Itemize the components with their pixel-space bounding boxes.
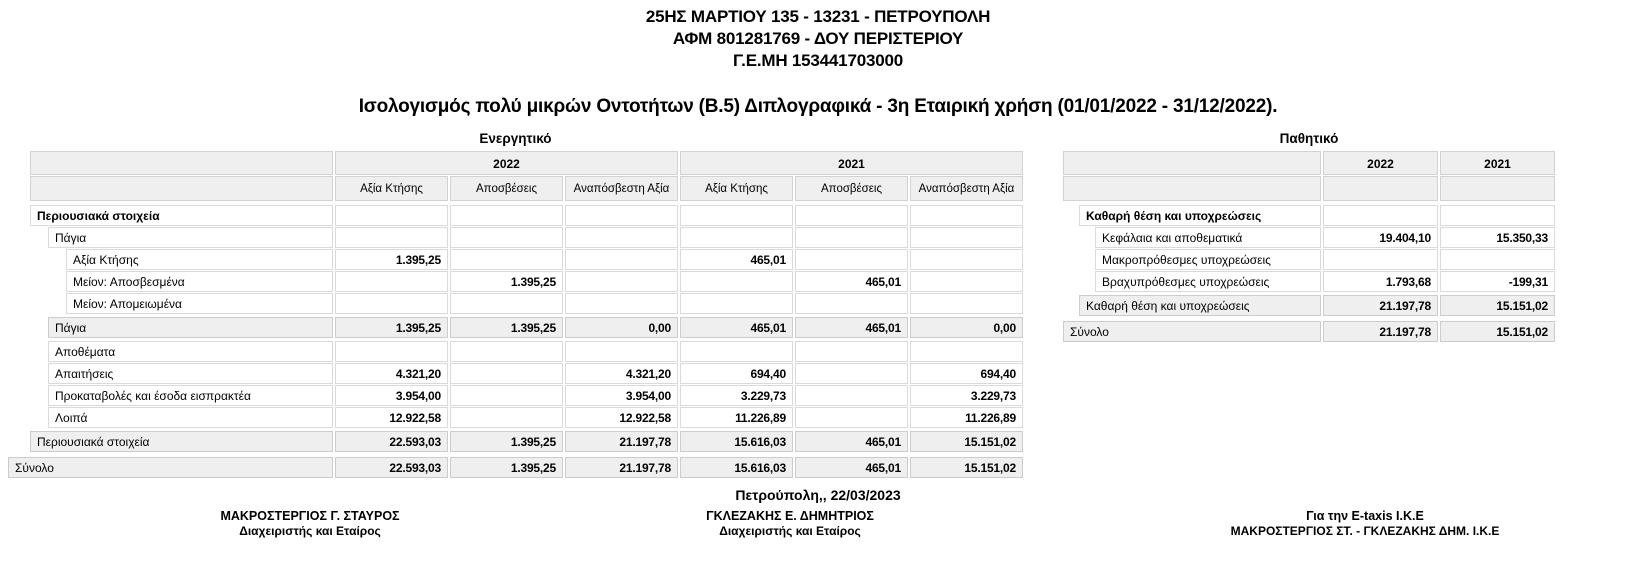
- row-value: 3.954,00: [565, 385, 678, 406]
- assets-column-header-row: [30, 176, 1023, 201]
- assets-col-depr-2022: Αποσβέσεις: [450, 176, 563, 201]
- row-value: [795, 205, 908, 226]
- row-value: 1.395,25: [450, 317, 563, 338]
- signatory-role: Διαχειριστής και Εταίρος: [239, 524, 381, 538]
- row-value: 12.922,58: [335, 407, 448, 428]
- row-label: Αξία Κτήσης: [66, 249, 333, 270]
- row-label: Καθαρή θέση και υποχρεώσεις: [1079, 205, 1321, 226]
- row-value: [565, 341, 678, 362]
- row-value: 465,01: [680, 249, 793, 270]
- row-value: [795, 385, 908, 406]
- row-label: Σύνολο: [8, 457, 333, 478]
- row-value: [450, 385, 563, 406]
- row-value: [450, 227, 563, 248]
- row-label: Περιουσιακά στοιχεία: [30, 205, 333, 226]
- row-label: Πάγια: [48, 317, 333, 338]
- row-label: Μακροπρόθεσμες υποχρεώσεις: [1095, 249, 1321, 270]
- row-value: [680, 341, 793, 362]
- row-value: 22.593,03: [335, 431, 448, 452]
- row-value: 3.229,73: [680, 385, 793, 406]
- table-row: [66, 271, 1023, 292]
- assets-col-depr-2021: Αποσβέσεις: [795, 176, 908, 201]
- signatory-name: Για την E-taxis Ι.Κ.Ε: [1306, 509, 1424, 523]
- row-value: [335, 341, 448, 362]
- row-value: [450, 205, 563, 226]
- assets-col-net-2021: Αναπόσβεστη Αξία: [910, 176, 1023, 201]
- row-value: [450, 249, 563, 270]
- liabilities-year-2022: 2022: [1323, 151, 1438, 175]
- row-value: [795, 293, 908, 314]
- signatory-name: ΓΚΛΕΖΑΚΗΣ Ε. ΔΗΜΗΤΡΙΟΣ: [706, 509, 874, 523]
- row-value: [335, 293, 448, 314]
- liabilities-year-header-row: [1063, 151, 1555, 175]
- row-value: [795, 227, 908, 248]
- row-value: 0,00: [910, 317, 1023, 338]
- row-value: [450, 293, 563, 314]
- row-value: [680, 271, 793, 292]
- row-value: 15.151,02: [910, 457, 1023, 478]
- assets-year-2021: 2021: [680, 151, 1023, 175]
- row-value: [795, 249, 908, 270]
- assets-table: [8, 131, 1023, 481]
- assets-col-acq-2021: Αξία Κτήσης: [680, 176, 793, 201]
- row-value: [1323, 205, 1438, 226]
- assets-year-2022: 2022: [335, 151, 678, 175]
- row-value: [795, 407, 908, 428]
- row-value: [910, 249, 1023, 270]
- liabilities-empty-header-cell: [1440, 176, 1555, 201]
- row-value: [565, 227, 678, 248]
- row-value: 465,01: [795, 271, 908, 292]
- row-label: Πάγια: [48, 227, 333, 248]
- row-label: Λοιπά: [48, 407, 333, 428]
- row-value: 3.229,73: [910, 385, 1023, 406]
- table-row: [1095, 271, 1555, 292]
- signature-block-right: [1105, 508, 1625, 539]
- row-value: [565, 271, 678, 292]
- table-row: [30, 205, 1023, 226]
- row-value: 15.151,02: [910, 431, 1023, 452]
- page-title: Ισολογισμός πολύ μικρών Οντοτήτων (Β.5) Διπλογραφικά - 3η Εταιρική χρήση (01/01/2022 - 31/12/2022).: [358, 96, 1278, 117]
- table-row: [1063, 321, 1555, 342]
- table-row: [66, 249, 1023, 270]
- table-row: [30, 431, 1023, 452]
- row-value: [450, 407, 563, 428]
- row-value: [450, 341, 563, 362]
- row-value: [1440, 205, 1555, 226]
- row-value: 1.395,25: [450, 457, 563, 478]
- row-value: 21.197,78: [565, 457, 678, 478]
- table-row: [48, 385, 1023, 406]
- table-row: [48, 341, 1023, 362]
- row-value: 1.395,25: [335, 249, 448, 270]
- row-value: 22.593,03: [335, 457, 448, 478]
- row-value: 21.197,78: [1323, 321, 1438, 342]
- row-label: Βραχυπρόθεσμες υποχρεώσεις: [1095, 271, 1321, 292]
- row-value: [910, 293, 1023, 314]
- liabilities-year-2021: 2021: [1440, 151, 1555, 175]
- table-row: [48, 317, 1023, 338]
- row-value: 15.350,33: [1440, 227, 1555, 248]
- row-value: -199,31: [1440, 271, 1555, 292]
- tables-area: [0, 131, 1636, 481]
- company-vat-line: ΑΦΜ 801281769 - ΔΟΥ ΠΕΡΙΣΤΕΡΙΟΥ: [672, 29, 964, 48]
- row-value: 15.616,03: [680, 431, 793, 452]
- row-value: 15.151,02: [1440, 321, 1555, 342]
- table-row: [1095, 249, 1555, 270]
- row-value: [335, 271, 448, 292]
- row-value: 11.226,89: [680, 407, 793, 428]
- table-row: [48, 363, 1023, 384]
- row-value: [680, 227, 793, 248]
- row-label: Προκαταβολές και έσοδα εισπρακτέα: [48, 385, 333, 406]
- row-value: 15.616,03: [680, 457, 793, 478]
- row-value: [910, 341, 1023, 362]
- row-label: Σύνολο: [1063, 321, 1321, 342]
- row-value: [565, 205, 678, 226]
- company-address: 25ΗΣ ΜΑΡΤΙΟΥ 135 - 13231 - ΠΕΤΡΟΥΠΟΛΗ: [645, 7, 991, 26]
- table-row: [48, 227, 1023, 248]
- row-label: Περιουσιακά στοιχεία: [30, 431, 333, 452]
- row-value: 0,00: [565, 317, 678, 338]
- row-value: 694,40: [910, 363, 1023, 384]
- row-value: [1323, 249, 1438, 270]
- liabilities-empty-header-row: [1063, 176, 1555, 201]
- row-label: Αποθέματα: [48, 341, 333, 362]
- row-value: 11.226,89: [910, 407, 1023, 428]
- company-header: [38, 6, 1598, 72]
- row-value: 1.395,25: [450, 431, 563, 452]
- company-gemi-line: Γ.Ε.ΜΗ 153441703000: [733, 51, 903, 70]
- table-row: [8, 457, 1023, 478]
- table-row: [1079, 295, 1555, 316]
- row-value: [795, 363, 908, 384]
- signatory-role: Διαχειριστής και Εταίρος: [719, 524, 861, 538]
- table-row: [1079, 205, 1555, 226]
- row-value: 465,01: [795, 317, 908, 338]
- row-value: 15.151,02: [1440, 295, 1555, 316]
- row-value: 1.395,25: [450, 271, 563, 292]
- row-label: Μείον: Απομειωμένα: [66, 293, 333, 314]
- row-value: [450, 363, 563, 384]
- signatory-role: ΜΑΚΡΟΣΤΕΡΓΙΟΣ ΣΤ. - ΓΚΛΕΖΑΚΗΣ ΔΗΜ. Ι.Κ.Ε: [1230, 524, 1500, 538]
- row-value: 19.404,10: [1323, 227, 1438, 248]
- row-value: [795, 341, 908, 362]
- row-value: 4.321,20: [335, 363, 448, 384]
- row-value: 21.197,78: [1323, 295, 1438, 316]
- row-label: Κεφάλαια και αποθεματικά: [1095, 227, 1321, 248]
- assets-header-spacer: [30, 176, 333, 201]
- assets-year-header-row: [30, 151, 1023, 175]
- signature-block-left: [50, 508, 570, 539]
- row-value: [335, 227, 448, 248]
- row-value: [565, 249, 678, 270]
- row-value: 694,40: [680, 363, 793, 384]
- assets-header-spacer: [30, 151, 333, 175]
- row-label: Μείον: Αποσβεσμένα: [66, 271, 333, 292]
- row-value: [565, 293, 678, 314]
- assets-col-acq-2022: Αξία Κτήσης: [335, 176, 448, 201]
- row-value: 1.395,25: [335, 317, 448, 338]
- liabilities-empty-header-cell: [1323, 176, 1438, 201]
- liabilities-table-title: Παθητικό: [1279, 131, 1339, 146]
- footer: [0, 487, 1636, 568]
- row-value: 21.197,78: [565, 431, 678, 452]
- row-label: Καθαρή θέση και υποχρεώσεις: [1079, 295, 1321, 316]
- table-row: [48, 407, 1023, 428]
- row-label: Απαιτήσεις: [48, 363, 333, 384]
- assets-col-net-2022: Αναπόσβεστη Αξία: [565, 176, 678, 201]
- liabilities-header-spacer: [1063, 176, 1321, 201]
- row-value: [680, 205, 793, 226]
- row-value: [335, 205, 448, 226]
- liabilities-table-body: [1063, 205, 1555, 342]
- signatory-name: ΜΑΚΡΟΣΤΕΡΓΙΟΣ Γ. ΣΤΑΥΡΟΣ: [220, 509, 400, 523]
- liabilities-header-spacer: [1063, 151, 1321, 175]
- signatures-row: [0, 508, 1636, 568]
- table-row: [1095, 227, 1555, 248]
- row-value: [1440, 249, 1555, 270]
- row-value: 4.321,20: [565, 363, 678, 384]
- row-value: [910, 227, 1023, 248]
- row-value: 465,01: [795, 457, 908, 478]
- row-value: 1.793,68: [1323, 271, 1438, 292]
- row-value: [680, 293, 793, 314]
- signature-block-middle: [530, 508, 1050, 539]
- table-row: [66, 293, 1023, 314]
- row-value: 465,01: [680, 317, 793, 338]
- row-value: [910, 271, 1023, 292]
- row-value: 465,01: [795, 431, 908, 452]
- assets-table-body: [8, 205, 1023, 478]
- row-value: 3.954,00: [335, 385, 448, 406]
- assets-table-title: Ενεργητικό: [479, 131, 552, 146]
- liabilities-table: [1063, 131, 1555, 345]
- place-date: Πετρούπολη,, 22/03/2023: [735, 487, 901, 503]
- row-value: 12.922,58: [565, 407, 678, 428]
- row-value: [910, 205, 1023, 226]
